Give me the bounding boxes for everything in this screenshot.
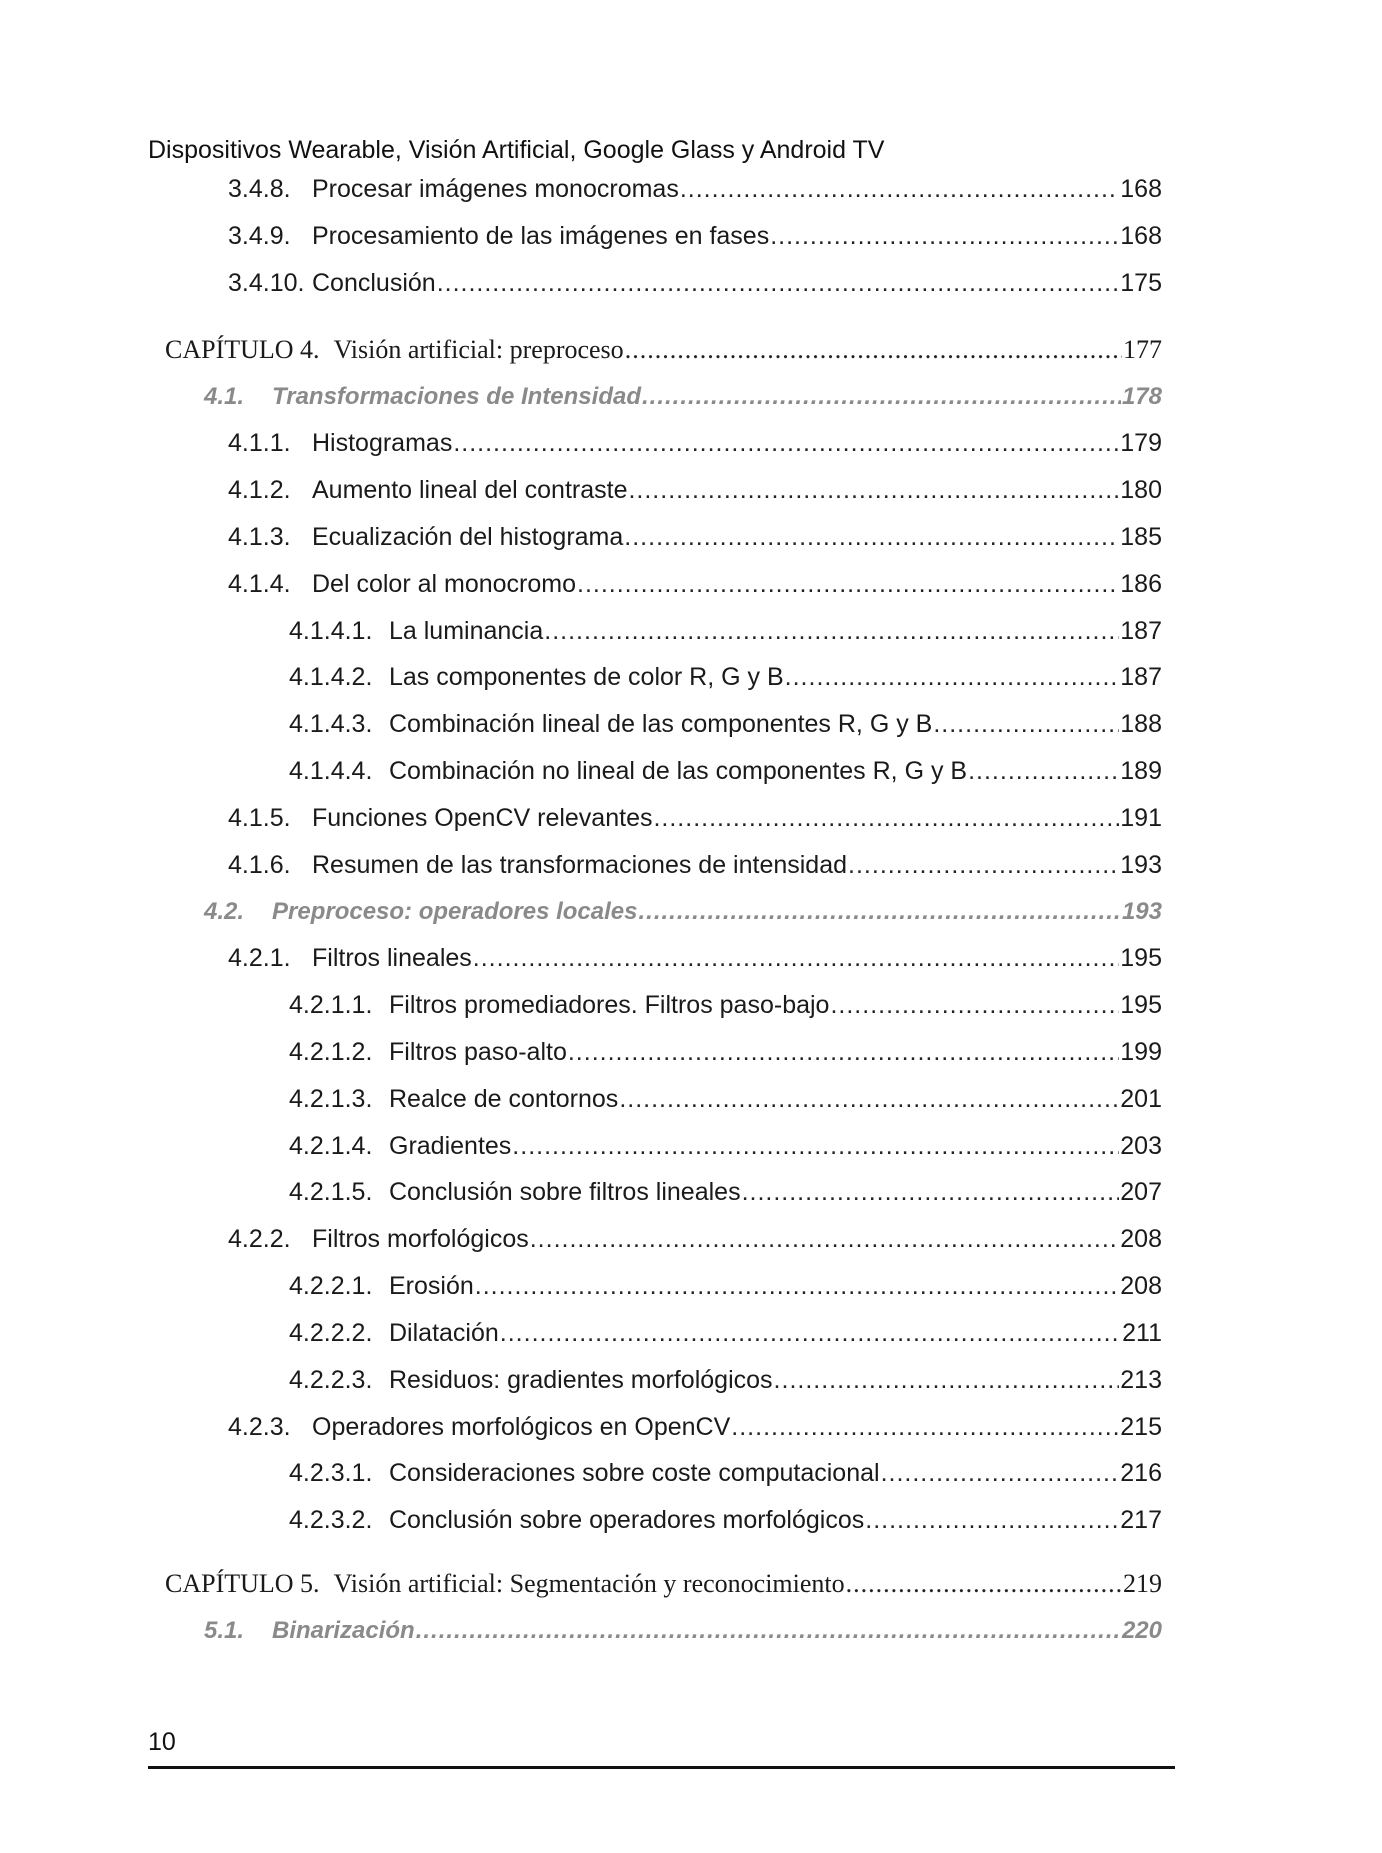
toc-entry-number: 4.1.3. — [228, 523, 291, 551]
toc-entry[interactable] — [228, 426, 1162, 460]
dot-leader — [770, 219, 1119, 253]
toc-entry-title: La luminancia — [389, 617, 544, 645]
footer-rule — [148, 1766, 1175, 1769]
toc-entry[interactable] — [289, 1175, 1162, 1209]
dot-leader — [577, 567, 1119, 601]
toc-entry-number: 4.2.2.1. — [289, 1272, 373, 1300]
dot-leader — [638, 895, 1120, 929]
toc-entry-number: 4.2.1.5. — [289, 1178, 373, 1206]
toc-entry-page: 207 — [1120, 1178, 1162, 1206]
toc-entry[interactable] — [289, 1082, 1162, 1116]
toc-entry-number: 3.4.10. — [228, 269, 305, 297]
toc-entry-page: 178 — [1121, 383, 1162, 410]
dot-leader — [473, 941, 1120, 975]
dot-leader — [628, 473, 1119, 507]
toc-entry[interactable] — [204, 895, 1162, 929]
toc-entry-number: 4.1.4. — [228, 570, 291, 598]
dot-leader — [544, 614, 1119, 648]
toc-entry-title: Filtros morfológicos — [312, 1225, 529, 1253]
toc-entry-page: 213 — [1120, 1366, 1162, 1394]
toc-entry-number: CAPÍTULO 4. — [165, 335, 320, 364]
toc-entry[interactable] — [228, 473, 1162, 507]
toc-entry[interactable] — [289, 1363, 1162, 1397]
toc-entry-title: Procesar imágenes monocromas — [312, 175, 679, 203]
toc-entry-page: 189 — [1120, 757, 1162, 785]
toc-entry[interactable] — [228, 266, 1162, 300]
toc-entry-number: 4.2.1.2. — [289, 1038, 373, 1066]
dot-leader — [680, 172, 1119, 206]
dot-leader — [865, 1503, 1119, 1537]
toc-entry-number: 4.2.1. — [228, 944, 291, 972]
toc-entry-page: 203 — [1120, 1132, 1162, 1160]
toc-entry-number: 4.1.4.2. — [289, 663, 373, 691]
toc-entry-number: CAPÍTULO 5. — [165, 1569, 320, 1598]
toc-entry-page: 180 — [1120, 476, 1162, 504]
toc-entry[interactable] — [228, 1410, 1162, 1444]
toc-entry[interactable] — [289, 614, 1162, 648]
toc-entry-number: 4.2.3.1. — [289, 1459, 373, 1487]
toc-entry-title: Del color al monocromo — [312, 570, 576, 598]
dot-leader — [933, 707, 1119, 741]
toc-entry-page: 208 — [1120, 1272, 1162, 1300]
toc-entry-title: Procesamiento de las imágenes en fases — [312, 222, 770, 250]
toc-entry-title: Transformaciones de Intensidad — [272, 383, 641, 410]
running-header: Dispositivos Wearable, Visión Artificial, Google Glass y Android TV — [148, 136, 885, 164]
dot-leader — [968, 754, 1119, 788]
toc-entry[interactable] — [228, 567, 1162, 601]
toc-entry[interactable] — [228, 848, 1162, 882]
toc-entry-title: Visión artificial: preproceso — [333, 335, 624, 364]
toc-entry[interactable] — [289, 1269, 1162, 1303]
toc-entry-page: 211 — [1122, 1319, 1162, 1347]
toc-entry[interactable] — [165, 1567, 1162, 1601]
dot-leader — [437, 266, 1120, 300]
dot-leader — [742, 1175, 1120, 1209]
toc-entry-title: Binarización — [272, 1617, 415, 1644]
toc-entry-title: Filtros promediadores. Filtros paso-bajo — [389, 991, 830, 1019]
toc-entry-title: Filtros paso-alto — [389, 1038, 567, 1066]
toc-entry-number: 4.1.2. — [228, 476, 291, 504]
toc-entry-page: 208 — [1120, 1225, 1162, 1253]
toc-entry-title: Combinación no lineal de las componentes R, G y B — [389, 757, 968, 785]
toc-entry-number: 4.2.1.1. — [289, 991, 373, 1019]
toc-entry[interactable] — [165, 333, 1162, 367]
toc-entry-number: 4.1.4.1. — [289, 617, 373, 645]
toc-entry-page: 179 — [1120, 429, 1162, 457]
toc-entry[interactable] — [228, 1222, 1162, 1256]
dot-leader — [625, 333, 1122, 367]
toc-entry[interactable] — [228, 801, 1162, 835]
toc-entry[interactable] — [289, 1129, 1162, 1163]
toc-entry-title: Residuos: gradientes morfológicos — [389, 1366, 773, 1394]
toc-entry[interactable] — [289, 1503, 1162, 1537]
toc-entry-page: 217 — [1120, 1506, 1162, 1534]
toc-entry-title: Erosión — [389, 1272, 474, 1300]
toc-entry-page: 185 — [1120, 523, 1162, 551]
toc-entry-page: 187 — [1120, 617, 1162, 645]
dot-leader — [653, 801, 1119, 835]
toc-entry-page: 193 — [1121, 898, 1162, 925]
dot-leader — [568, 1035, 1119, 1069]
toc-entry-page: 201 — [1120, 1085, 1162, 1113]
dot-leader — [785, 660, 1120, 694]
toc-entry-number: 4.1.4.3. — [289, 710, 373, 738]
dot-leader — [830, 988, 1119, 1022]
toc-entry[interactable] — [289, 754, 1162, 788]
toc-entry-page: 175 — [1120, 269, 1162, 297]
toc-entry-title: Filtros lineales — [312, 944, 472, 972]
toc-entry-title: Funciones OpenCV relevantes — [312, 804, 653, 832]
toc-entry-page: 191 — [1120, 804, 1162, 832]
dot-leader — [624, 520, 1119, 554]
toc-entry-page: 216 — [1120, 1459, 1162, 1487]
toc-entry-title: Realce de contornos — [389, 1085, 619, 1113]
toc-entry-page: 219 — [1123, 1569, 1162, 1598]
toc-entry-title: Ecualización del histograma — [312, 523, 624, 551]
dot-leader — [475, 1269, 1120, 1303]
dot-leader — [512, 1129, 1119, 1163]
toc-entry-title: Preproceso: operadores locales — [272, 898, 638, 925]
toc-entry-page: 168 — [1120, 222, 1162, 250]
toc-entry[interactable] — [228, 172, 1162, 206]
toc-entry-title: Combinación lineal de las componentes R, G y B — [389, 710, 933, 738]
dot-leader — [881, 1456, 1120, 1490]
toc-entry[interactable] — [289, 707, 1162, 741]
dot-leader — [453, 426, 1119, 460]
toc-entry-title: Las componentes de color R, G y B — [389, 663, 784, 691]
toc-entry-number: 4.1.5. — [228, 804, 291, 832]
toc-entry-title: Histogramas — [312, 429, 453, 457]
toc-entry-title: Visión artificial: Segmentación y reconocimiento — [333, 1569, 845, 1598]
toc-entry-number: 4.2. — [204, 898, 245, 925]
dot-leader — [416, 1614, 1121, 1648]
dot-leader — [774, 1363, 1120, 1397]
toc-entry-title: Conclusión sobre filtros lineales — [389, 1178, 741, 1206]
toc-entry-number: 3.4.8. — [228, 175, 291, 203]
toc-entry-number: 5.1. — [204, 1617, 245, 1644]
toc-entry-number: 4.1.4.4. — [289, 757, 373, 785]
toc-entry[interactable] — [289, 1456, 1162, 1490]
toc-entry-page: 188 — [1120, 710, 1162, 738]
toc-entry-title: Conclusión sobre operadores morfológicos — [389, 1506, 865, 1534]
toc-entry-page: 220 — [1121, 1617, 1162, 1644]
toc-entry-number: 4.2.1.4. — [289, 1132, 373, 1160]
toc-entry[interactable] — [289, 1035, 1162, 1069]
toc-entry-title: Resumen de las transformaciones de intensidad — [312, 851, 848, 879]
toc-entry-number: 4.1.6. — [228, 851, 291, 879]
toc-entry[interactable] — [289, 660, 1162, 694]
toc-entry-page: 199 — [1120, 1038, 1162, 1066]
toc-entry[interactable] — [228, 520, 1162, 554]
toc-entry-number: 4.1. — [204, 383, 245, 410]
toc-entry-number: 4.2.2. — [228, 1225, 291, 1253]
dot-leader — [500, 1316, 1121, 1350]
toc-entry-number: 4.2.1.3. — [289, 1085, 373, 1113]
toc-entry[interactable] — [228, 941, 1162, 975]
toc-entry-title: Consideraciones sobre coste computacional — [389, 1459, 880, 1487]
toc-entry-number: 3.4.9. — [228, 222, 291, 250]
dot-leader — [619, 1082, 1119, 1116]
toc-entry-page: 168 — [1120, 175, 1162, 203]
toc-entry-page: 186 — [1120, 570, 1162, 598]
toc-entry-page: 177 — [1123, 335, 1162, 364]
toc-entry-number: 4.2.2.3. — [289, 1366, 373, 1394]
dot-leader — [848, 848, 1119, 882]
toc-entry[interactable] — [204, 380, 1162, 414]
toc-entry-title: Gradientes — [389, 1132, 512, 1160]
toc-entry-number: 4.1.1. — [228, 429, 291, 457]
toc-entry-number: 4.2.2.2. — [289, 1319, 373, 1347]
toc-entry-page: 195 — [1120, 944, 1162, 972]
toc-entry-number: 4.2.3.2. — [289, 1506, 373, 1534]
toc-entry[interactable] — [289, 1316, 1162, 1350]
toc-entry-number: 4.2.3. — [228, 1413, 291, 1441]
toc-entry-page: 187 — [1120, 663, 1162, 691]
toc-entry[interactable] — [204, 1614, 1162, 1648]
toc-entry-title: Conclusión — [312, 269, 436, 297]
page-number: 10 — [148, 1728, 176, 1756]
toc-entry-title: Aumento lineal del contraste — [312, 476, 628, 504]
toc-entry-title: Operadores morfológicos en OpenCV — [312, 1413, 731, 1441]
dot-leader — [846, 1567, 1122, 1601]
dot-leader — [731, 1410, 1119, 1444]
toc-entry[interactable] — [289, 988, 1162, 1022]
toc-entry[interactable] — [228, 219, 1162, 253]
toc-entry-page: 193 — [1120, 851, 1162, 879]
toc-entry-page: 215 — [1120, 1413, 1162, 1441]
dot-leader — [642, 380, 1121, 414]
dot-leader — [530, 1222, 1120, 1256]
toc-entry-page: 195 — [1120, 991, 1162, 1019]
toc-entry-title: Dilatación — [389, 1319, 499, 1347]
